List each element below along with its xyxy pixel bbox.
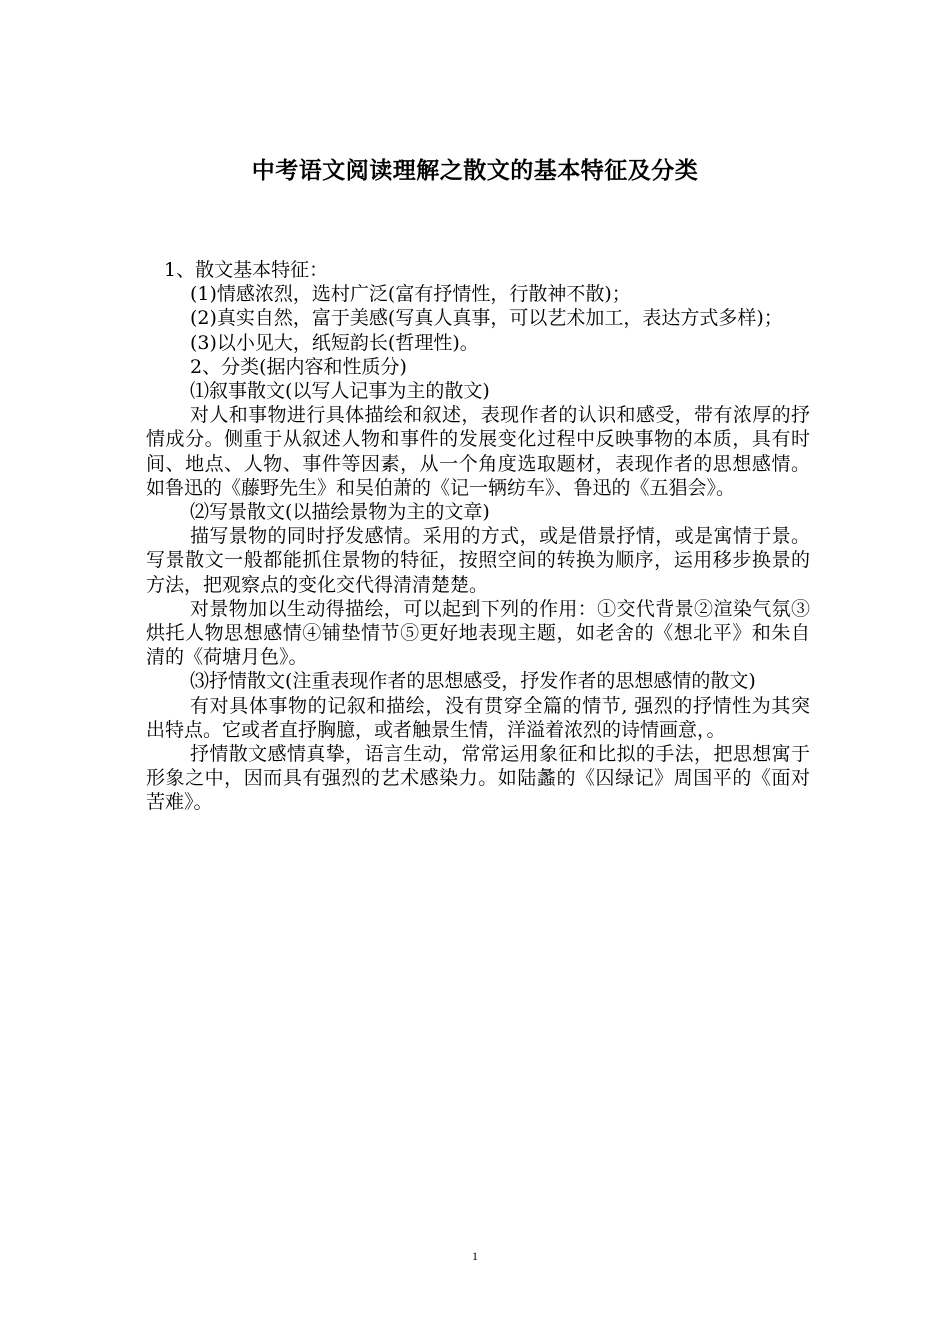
paragraph-lyric-prose-1: 有对具体事物的记叙和描绘，没有贯穿全篇的情节, 强烈的抒情性为其突出特点。它或者直抒胸臆，或者触景生情，洋溢着浓烈的诗情画意，。 bbox=[146, 694, 810, 741]
paragraph-scenery-prose-2: 对景物加以生动得描绘，可以起到下列的作用：①交代背景②渲染气氛③烘托人物思想感情④铺垫情节⑤更好地表现主题，如老舍的《想北平》和朱自清的《荷塘月色》。 bbox=[146, 597, 810, 669]
page-number: 1 bbox=[472, 1249, 478, 1263]
paragraph-lyric-prose-2: 抒情散文感情真挚，语言生动，常常运用象征和比拟的手法，把思想寓于形象之中，因而具有强烈的艺术感染力。如陆蠡的《囚绿记》周国平的《面对苦难》。 bbox=[146, 743, 810, 814]
paragraph-scenery-prose-1: 描写景物的同时抒发感情。采用的方式，或是借景抒情，或是寓情于景。 写景散文一般都能抓住景物的特征，按照空间的转换为顺序，运用移步换景的方法，把观察点的变化交代得清清楚楚。 bbox=[146, 525, 810, 596]
subheading-scenery-prose: ⑵写景散文(以描绘景物为主的文章) bbox=[190, 501, 490, 524]
feature-item-2: (2)真实自然，富于美感(写真人真事，可以艺术加工，表达方式多样)； bbox=[190, 307, 783, 330]
feature-item-1: (1)情感浓烈，选村广泛(富有抒情性，行散神不散)； bbox=[190, 283, 631, 306]
document-title: 中考语文阅读理解之散文的基本特征及分类 bbox=[251, 158, 699, 184]
section-heading-classification: 2、分类(据内容和性质分) bbox=[190, 355, 407, 378]
section-heading-features: 1、散文基本特征： bbox=[164, 259, 329, 281]
paragraph-narrative-prose: 对人和事物进行具体描绘和叙述，表现作者的认识和感受，带有浓厚的抒情成分。侧重于从叙述人物和事件的发展变化过程中反映事物的本质，具有时间、地点、人物、事件等因素，从一个角度选取题材，表现作者的思想感情。如鲁迅的《藤野先生》和吴伯萧的《记一辆纺车》、鲁迅的《五猖会》。 bbox=[146, 404, 810, 499]
document-body bbox=[146, 258, 810, 815]
subheading-narrative-prose: ⑴叙事散文(以写人记事为主的散文) bbox=[190, 380, 490, 403]
subheading-lyric-prose: ⑶抒情散文(注重表现作者的思想感受，抒发作者的思想感情的散文) bbox=[190, 670, 756, 693]
feature-item-3: (3)以小见大，纸短韵长(哲理性)。 bbox=[190, 331, 479, 354]
